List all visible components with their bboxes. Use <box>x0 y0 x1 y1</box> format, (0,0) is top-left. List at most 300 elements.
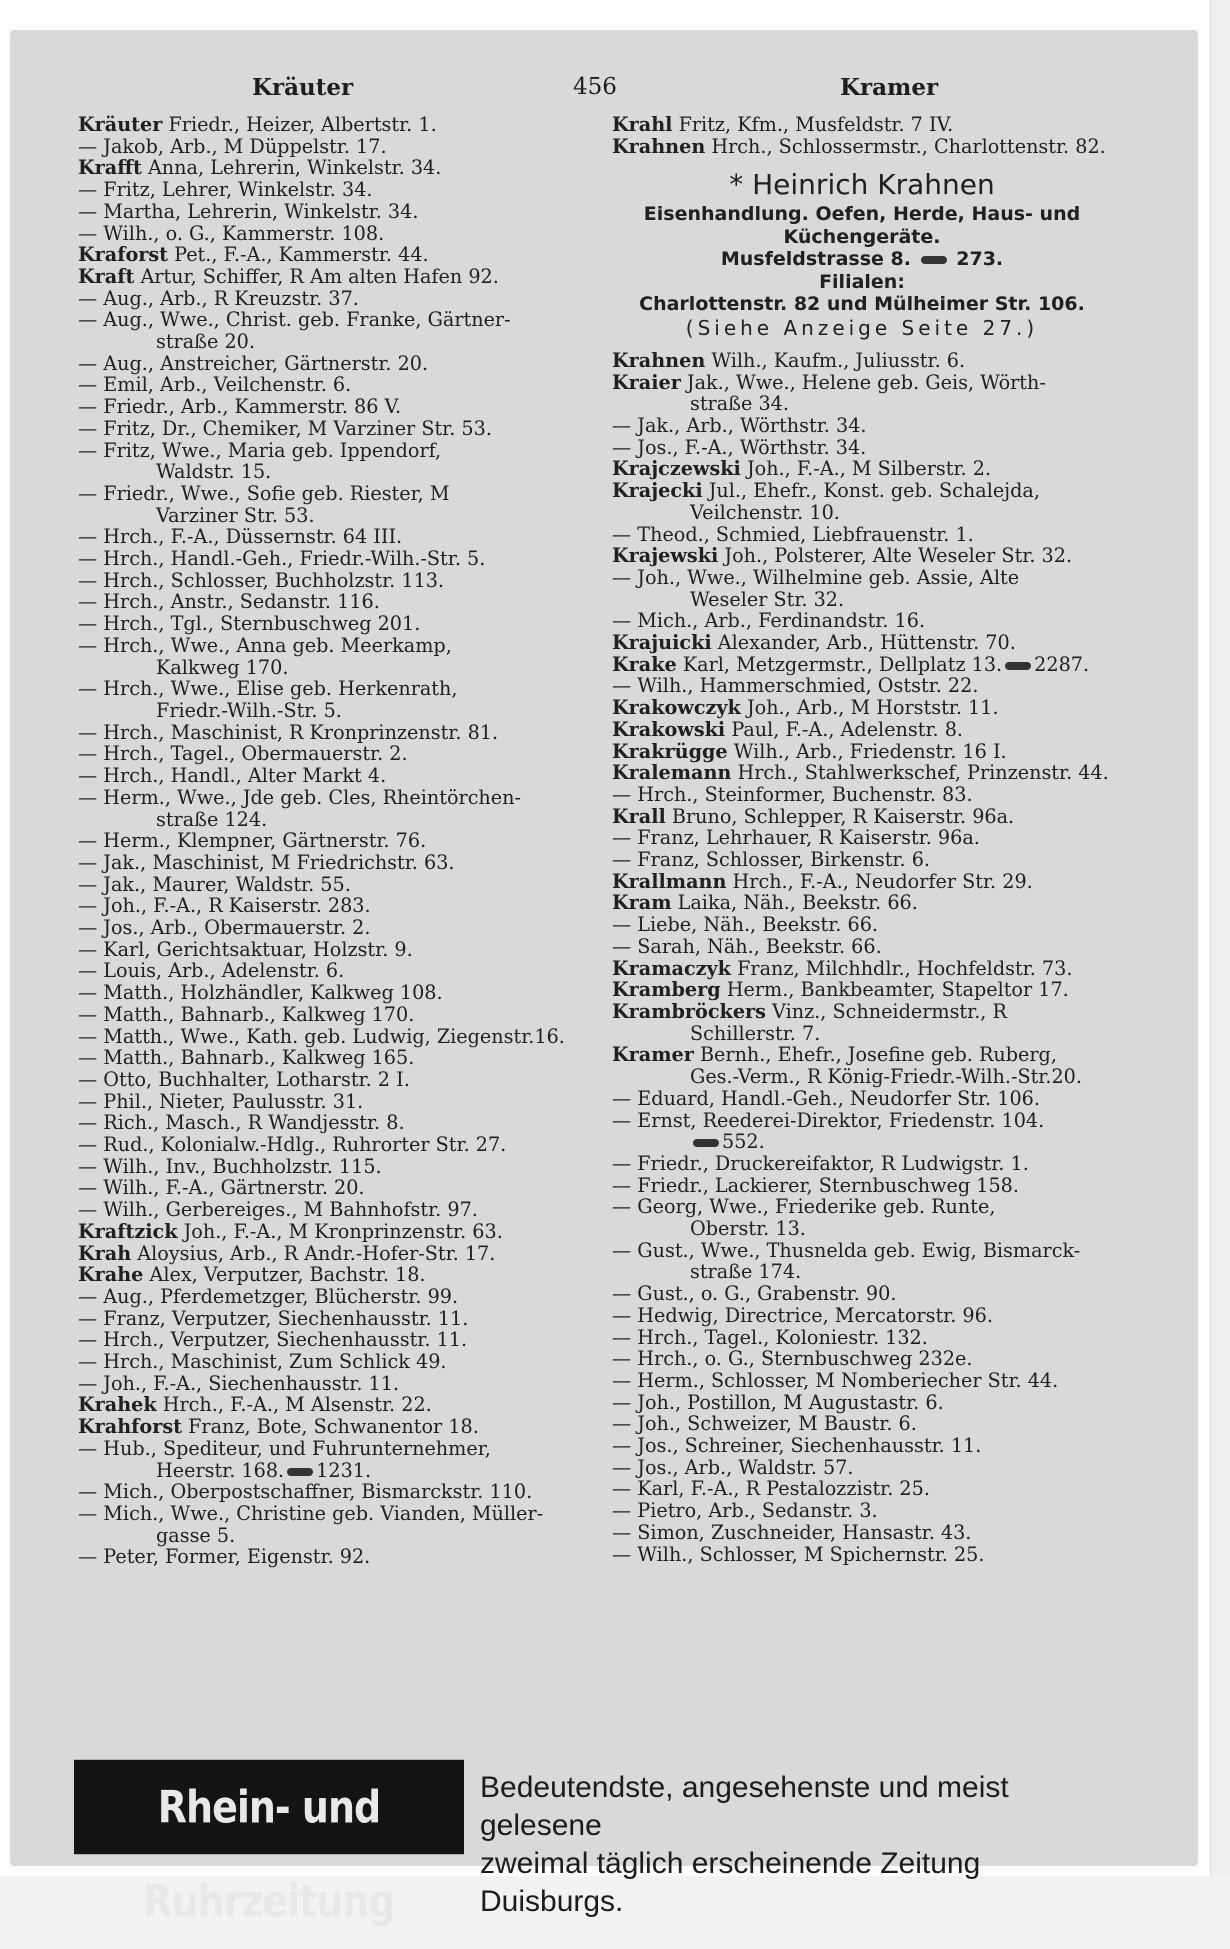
entry-text: — Matth., Bahnarb., Kalkweg 165. <box>78 1046 415 1070</box>
directory-entry <box>612 827 1112 849</box>
directory-entry <box>78 874 598 896</box>
entry-surname: Krake <box>612 652 677 676</box>
entry-continuation-text: straße 174. <box>690 1260 802 1284</box>
entry-surname: Krahe <box>78 1263 144 1287</box>
ad-phone-number: 273. <box>956 248 1004 271</box>
directory-entry <box>612 741 1112 763</box>
entry-continuation-text: Schillerstr. 7. <box>690 1021 821 1045</box>
entry-surname: Krajecki <box>612 479 703 503</box>
advertisement-krahnen <box>612 161 1112 340</box>
directory-entry <box>78 895 598 917</box>
entry-continuation <box>78 505 598 527</box>
entry-text: Jul., Ehefr., Konst. geb. Schalejda, <box>702 479 1040 503</box>
entry-surname: Krambröckers <box>612 1000 766 1023</box>
directory-entry <box>78 591 598 613</box>
directory-entry <box>612 136 1112 158</box>
directory-entry <box>78 939 598 961</box>
entry-text: — Karl, F.-A., R Pestalozzistr. 25. <box>612 1477 930 1501</box>
directory-entry <box>612 415 1112 437</box>
entry-surname: Krahl <box>612 113 673 136</box>
directory-entry <box>78 244 598 266</box>
directory-entry <box>78 266 598 288</box>
entry-text: Aloysius, Arb., R Andr.-Hofer-Str. 17. <box>131 1241 496 1265</box>
entry-surname: Krakowski <box>612 717 726 741</box>
directory-entry <box>78 179 598 201</box>
entry-continuation <box>612 393 1112 415</box>
entry-text: — Mich., Wwe., Christine geb. Vianden, Müller- <box>78 1502 544 1525</box>
directory-entry <box>78 374 598 396</box>
entry-text: — Aug., Arb., R Kreuzstr. 37. <box>78 286 359 310</box>
directory-entry <box>78 1112 598 1134</box>
entry-text: — Franz, Verputzer, Siechenhausstr. 11. <box>78 1306 469 1330</box>
entry-text: — Hrch., Wwe., Anna geb. Meerkamp, <box>78 633 452 657</box>
ad-line-5: Charlottenstr. 82 und Mülheimer Str. 106. <box>639 293 1085 316</box>
directory-entry <box>612 719 1112 741</box>
entry-continuation <box>612 1023 1112 1045</box>
directory-entry <box>612 1413 1112 1435</box>
entry-text: Karl, Metzgermstr., Dellplatz 13. <box>676 652 1003 676</box>
entry-continuation-text: Weseler Str. 32. <box>690 587 845 611</box>
entry-text: Alexander, Arb., Hüttenstr. 70. <box>711 631 1016 655</box>
entry-surname: Krah <box>78 1241 132 1265</box>
directory-entry <box>612 524 1112 546</box>
entry-text: Anna, Lehrerin, Winkelstr. 34. <box>141 156 442 180</box>
entry-text: Joh., Arb., M Horststr. 11. <box>740 696 999 720</box>
entry-text: Bernh., Ehefr., Josefine geb. Ruberg, <box>693 1043 1057 1067</box>
ad-line-2: Küchengeräte. <box>783 225 941 248</box>
directory-entry <box>78 787 598 809</box>
directory-entry <box>612 1522 1112 1544</box>
entry-text: — Jos., F.-A., Wörthstr. 34. <box>612 435 867 459</box>
entry-text: — Hub., Spediteur, und Fuhrunternehmer, <box>78 1436 491 1460</box>
directory-entry <box>612 1478 1112 1500</box>
entry-surname: Kralemann <box>612 761 732 785</box>
entry-text: — Joh., F.-A., Siechenhausstr. 11. <box>78 1371 400 1395</box>
directory-entry <box>612 1283 1112 1305</box>
directory-entry <box>78 722 598 744</box>
entry-text: — Wilh., Hammerschmied, Oststr. 22. <box>612 674 979 698</box>
right-column-top-entries <box>612 114 1112 157</box>
entry-surname: Krafft <box>78 156 142 180</box>
entry-text: — Hrch., Steinformer, Buchenstr. 83. <box>612 782 973 806</box>
entry-continuation <box>612 1066 1112 1088</box>
entry-text: — Emil, Arb., Veilchenstr. 6. <box>78 373 352 397</box>
directory-entry <box>612 1457 1112 1479</box>
entry-text: Hrch., Schlossermstr., Charlottenstr. 82. <box>705 134 1106 158</box>
directory-entry <box>612 545 1112 567</box>
entry-continuation <box>78 1525 598 1547</box>
ad-line-3 <box>612 248 1112 271</box>
directory-entry <box>78 1221 598 1243</box>
entry-text: — Peter, Former, Eigenstr. 92. <box>78 1545 371 1569</box>
right-column-entries <box>612 350 1112 1565</box>
directory-entry <box>612 1392 1112 1414</box>
entry-text: — Friedr., Lackierer, Sternbuschweg 158. <box>612 1173 1019 1197</box>
entry-text: — Pietro, Arb., Sedanstr. 3. <box>612 1499 878 1523</box>
newspaper-banner <box>62 1761 1120 1928</box>
entry-surname: Kramaczyk <box>612 956 731 980</box>
directory-entry <box>612 1175 1112 1197</box>
entry-continuation <box>612 502 1112 524</box>
entry-text: — Sarah, Näh., Beekstr. 66. <box>612 934 882 958</box>
directory-entry <box>78 852 598 874</box>
directory-entry <box>78 960 598 982</box>
directory-entry <box>78 1286 598 1308</box>
directory-entry <box>78 917 598 939</box>
entry-text: — Hrch., Maschinist, Zum Schlick 49. <box>78 1350 447 1374</box>
entry-text: — Wilh., Inv., Buchholzstr. 115. <box>78 1154 382 1178</box>
entry-text: — Jak., Maurer, Waldstr. 55. <box>78 872 351 896</box>
directory-entry <box>78 309 598 331</box>
entry-surname: Kramer <box>612 1043 694 1067</box>
entry-text: — Gust., o. G., Grabenstr. 90. <box>612 1282 897 1306</box>
entry-continuation <box>78 809 598 831</box>
ad-company-name: * Heinrich Krahnen <box>729 168 995 202</box>
entry-continuation <box>78 1460 598 1482</box>
directory-entry <box>612 632 1112 654</box>
entry-surname: Krakrügge <box>612 739 728 763</box>
directory-entry <box>78 1416 598 1438</box>
entry-continuation-text: Ges.-Verm., R König-Friedr.-Wilh.-Str.20. <box>690 1065 1082 1089</box>
directory-entry <box>612 1196 1112 1218</box>
entry-continuation-text: gasse 5. <box>156 1523 236 1547</box>
banner-text <box>480 1769 1120 1921</box>
entry-surname: Kraft <box>78 264 135 288</box>
directory-entry <box>612 350 1112 372</box>
entry-text: — Jakob, Arb., M Düppelstr. 17. <box>78 134 387 158</box>
entry-text: Paul, F.-A., Adelenstr. 8. <box>725 717 964 741</box>
page-number: 456 <box>573 74 617 100</box>
entry-text: — Matth., Bahnarb., Kalkweg 170. <box>78 1002 415 1026</box>
entry-text: — Wilh., o. G., Kammerstr. 108. <box>78 221 385 245</box>
entry-text: — Fritz, Lehrer, Winkelstr. 34. <box>78 178 373 202</box>
directory-entry <box>78 1047 598 1069</box>
directory-entry <box>612 437 1112 459</box>
directory-entry <box>78 1156 598 1178</box>
entry-surname: Krakowczyk <box>612 696 741 720</box>
directory-entry <box>78 570 598 592</box>
running-head-left: Kräuter <box>252 74 354 101</box>
banner-logo: Rhein- und Ruhrzeitung <box>74 1760 464 1854</box>
scan-edge <box>1210 0 1230 1876</box>
entry-text: Jak., Wwe., Helene geb. Geis, Wörth- <box>680 370 1046 394</box>
entry-surname: Krajewski <box>612 544 719 568</box>
entry-text: Hrch., Stahlwerkschef, Prinzenstr. 44. <box>731 761 1109 785</box>
directory-entry <box>78 1481 598 1503</box>
directory-entry <box>612 480 1112 502</box>
entry-surname: Krajczewski <box>612 457 741 481</box>
directory-entry <box>612 892 1112 914</box>
directory-entry <box>78 1091 598 1113</box>
directory-entry <box>78 1351 598 1373</box>
directory-entry <box>78 1026 598 1048</box>
telephone-icon <box>921 256 947 264</box>
directory-entry <box>612 1370 1112 1392</box>
directory-entry <box>612 675 1112 697</box>
entry-text: — Georg, Wwe., Friederike geb. Runte, <box>612 1195 996 1219</box>
directory-entry <box>612 1088 1112 1110</box>
entry-phone: 2287. <box>1034 652 1090 676</box>
entry-continuation-text: straße 124. <box>156 807 268 831</box>
entry-text: — Jos., Arb., Obermauerstr. 2. <box>78 916 371 940</box>
ad-line-4: Filialen: <box>819 270 905 293</box>
entry-text: Wilh., Kaufm., Juliusstr. 6. <box>705 348 966 372</box>
entry-text: — Fritz, Wwe., Maria geb. Ippendorf, <box>78 438 442 462</box>
entry-text: — Friedr., Wwe., Sofie geb. Riester, M <box>78 481 450 505</box>
entry-text: — Hrch., Wwe., Elise geb. Herkenrath, <box>78 677 458 701</box>
entry-text: — Liebe, Näh., Beekstr. 66. <box>612 913 879 937</box>
entry-text: — Matth., Wwe., Kath. geb. Ludwig, Ziegenstr.16. <box>78 1024 565 1048</box>
entry-text: — Hrch., Anstr., Sedanstr. 116. <box>78 590 380 614</box>
entry-continuation <box>78 331 598 353</box>
entry-text: — Rich., Masch., R Wandjesstr. 8. <box>78 1111 405 1135</box>
entry-surname: Krahnen <box>612 134 706 158</box>
entry-continuation-text: Veilchenstr. 10. <box>690 500 840 524</box>
directory-entry <box>612 1348 1112 1370</box>
entry-text: — Louis, Arb., Adelenstr. 6. <box>78 959 345 983</box>
entry-continuation-text: Varziner Str. 53. <box>156 503 315 527</box>
entry-text: — Hrch., F.-A., Düssernstr. 64 III. <box>78 525 403 549</box>
entry-text: Franz, Milchhdlr., Hochfeldstr. 73. <box>730 956 1073 980</box>
entry-text: — Hrch., Verputzer, Siechenhausstr. 11. <box>78 1328 468 1352</box>
directory-entry <box>612 762 1112 784</box>
entry-text: — Martha, Lehrerin, Winkelstr. 34. <box>78 199 419 223</box>
entry-text: — Herm., Schlosser, M Nomberiecher Str. 44. <box>612 1368 1059 1392</box>
directory-entry <box>612 871 1112 893</box>
directory-entry <box>78 830 598 852</box>
entry-text: — Wilh., Gerbereiges., M Bahnhofstr. 97. <box>78 1198 478 1222</box>
banner-line-1: Bedeutendste, angesehenste und meist gelesene <box>480 1771 1009 1842</box>
directory-entry <box>78 678 598 700</box>
directory-entry <box>612 1044 1112 1066</box>
entry-text: — Hrch., o. G., Sternbuschweg 232e. <box>612 1347 973 1371</box>
directory-entry <box>612 458 1112 480</box>
directory-entry <box>612 784 1112 806</box>
directory-entry <box>78 1069 598 1091</box>
directory-entry <box>78 353 598 375</box>
directory-entry <box>612 1500 1112 1522</box>
entry-text: — Aug., Pferdemetzger, Blücherstr. 99. <box>78 1284 459 1308</box>
entry-text: — Joh., Schweizer, M Baustr. 6. <box>612 1412 917 1436</box>
ad-address: Musfeldstrasse 8. <box>720 248 911 271</box>
entry-text: Laika, Näh., Beekstr. 66. <box>671 891 918 915</box>
entry-surname: Kram <box>612 891 672 915</box>
entry-text: — Jos., Arb., Waldstr. 57. <box>612 1455 854 1479</box>
entry-surname: Kramberg <box>612 978 721 1002</box>
entry-text: Alex, Verputzer, Bachstr. 18. <box>143 1263 426 1287</box>
directory-entry <box>78 483 598 505</box>
entry-text: — Fritz, Dr., Chemiker, M Varziner Str. 53. <box>78 416 492 440</box>
entry-continuation-text: Heerstr. 168. <box>156 1458 285 1482</box>
telephone-icon <box>1005 662 1031 670</box>
entry-text: Joh., F.-A., M Kronprinzenstr. 63. <box>177 1219 503 1243</box>
entry-surname: Kraier <box>612 370 681 394</box>
directory-entry <box>78 1199 598 1221</box>
entry-text: Hrch., F.-A., M Alsenstr. 22. <box>156 1393 432 1417</box>
telephone-icon <box>287 1468 313 1476</box>
entry-text: — Jak., Arb., Wörthstr. 34. <box>612 414 867 438</box>
entry-text: — Hrch., Tagel., Obermauerstr. 2. <box>78 742 408 766</box>
directory-entry <box>612 697 1112 719</box>
entry-text: Wilh., Arb., Friedenstr. 16 I. <box>727 739 1007 763</box>
telephone-icon <box>693 1139 719 1147</box>
directory-entry <box>78 548 598 570</box>
entry-text: Hrch., F.-A., Neudorfer Str. 29. <box>726 869 1033 893</box>
entry-surname: Krahek <box>78 1393 157 1417</box>
directory-entry <box>78 1243 598 1265</box>
entry-surname: Kraftzick <box>78 1219 178 1243</box>
entry-text: — Joh., Postillon, M Augustastr. 6. <box>612 1390 944 1414</box>
entry-text: — Friedr., Druckereifaktor, R Ludwigstr. 1. <box>612 1151 1029 1175</box>
directory-entry <box>78 1134 598 1156</box>
directory-entry <box>78 1394 598 1416</box>
entry-text: — Jak., Maschinist, M Friedrichstr. 63. <box>78 850 455 874</box>
entry-text: — Hrch., Tagel., Koloniestr. 132. <box>612 1325 928 1349</box>
entry-text: — Theod., Schmied, Liebfrauenstr. 1. <box>612 522 974 546</box>
entry-text: — Friedr., Arb., Kammerstr. 86 V. <box>78 395 402 419</box>
directory-entry <box>78 201 598 223</box>
entry-text: Fritz, Kfm., Musfeldstr. 7 IV. <box>672 113 954 136</box>
directory-entry <box>612 1110 1112 1132</box>
entry-continuation-text: straße 34. <box>690 392 789 416</box>
entry-text: — Franz, Lehrhauer, R Kaiserstr. 96a. <box>612 826 980 850</box>
entry-surname: Krahnen <box>612 348 706 372</box>
entry-text: — Joh., Wwe., Wilhelmine geb. Assie, Alte <box>612 565 1020 589</box>
directory-entry <box>78 1438 598 1460</box>
directory-entry <box>78 1004 598 1026</box>
directory-entry <box>78 157 598 179</box>
entry-continuation-text: Oberstr. 13. <box>690 1217 806 1241</box>
entry-text: Bruno, Schlepper, R Kaiserstr. 96a. <box>665 804 1015 828</box>
entry-text: Artur, Schiffer, R Am alten Hafen 92. <box>134 264 499 288</box>
entry-continuation <box>612 1261 1112 1283</box>
entry-text: — Jos., Schreiner, Siechenhausstr. 11. <box>612 1434 982 1458</box>
directory-entry <box>612 936 1112 958</box>
ad-line-6: (Siehe Anzeige Seite 27.) <box>685 315 1039 340</box>
directory-entry <box>78 1264 598 1286</box>
entry-surname: Krajuicki <box>612 631 712 655</box>
directory-entry <box>78 418 598 440</box>
entry-text: — Rud., Kolonialw.-Hdlg., Ruhrorter Str. 27. <box>78 1133 507 1157</box>
left-column <box>78 114 598 1568</box>
entry-continuation-text: Waldstr. 15. <box>156 460 272 484</box>
entry-surname: Krahforst <box>78 1415 182 1439</box>
directory-entry <box>78 1177 598 1199</box>
directory-entry <box>612 1001 1112 1023</box>
entry-text: Herm., Bankbeamter, Stapeltor 17. <box>720 978 1069 1002</box>
directory-entry <box>78 136 598 158</box>
directory-entry <box>612 654 1112 676</box>
entry-text: — Hrch., Handl., Alter Markt 4. <box>78 764 387 788</box>
directory-entry <box>78 765 598 787</box>
directory-entry <box>78 613 598 635</box>
directory-entry <box>612 849 1112 871</box>
directory-entry <box>612 958 1112 980</box>
entry-text: Friedr., Heizer, Albertstr. 1. <box>162 113 437 136</box>
entry-text: — Hrch., Handl.-Geh., Friedr.-Wilh.-Str. 5. <box>78 547 486 571</box>
entry-text: — Hrch., Maschinist, R Kronprinzenstr. 81. <box>78 720 499 744</box>
banner-line-2: zweimal täglich erscheinende Zeitung Duisburgs. <box>480 1847 981 1918</box>
entry-text: — Otto, Buchhalter, Lotharstr. 2 I. <box>78 1067 410 1091</box>
entry-text: — Matth., Holzhändler, Kalkweg 108. <box>78 981 443 1005</box>
directory-entry <box>612 610 1112 632</box>
entry-phone: 1231. <box>316 1458 372 1482</box>
entry-continuation <box>612 589 1112 611</box>
entry-text: Franz, Bote, Schwanentor 18. <box>182 1415 479 1439</box>
entry-text: Pet., F.-A., Kammerstr. 44. <box>168 243 429 267</box>
entry-text: — Mich., Arb., Ferdinandstr. 16. <box>612 609 926 633</box>
directory-entry <box>612 1435 1112 1457</box>
directory-entry <box>78 223 598 245</box>
directory-entry <box>78 396 598 418</box>
directory-entry <box>78 1373 598 1395</box>
entry-text: — Hrch., Tgl., Sternbuschweg 201. <box>78 612 421 636</box>
entry-surname: Kräuter <box>78 113 163 136</box>
entry-phone: 552. <box>722 1130 765 1154</box>
directory-entry <box>612 1153 1112 1175</box>
entry-continuation <box>78 461 598 483</box>
directory-entry <box>612 979 1112 1001</box>
entry-text: — Joh., F.-A., R Kaiserstr. 283. <box>78 894 371 918</box>
entry-text: — Hedwig, Directrice, Mercatorstr. 96. <box>612 1303 993 1327</box>
running-head-right: Kramer <box>840 74 939 101</box>
directory-entry <box>78 635 598 657</box>
directory-entry <box>78 1503 598 1525</box>
entry-text: — Phil., Nieter, Paulusstr. 31. <box>78 1089 364 1113</box>
directory-entry <box>612 1327 1112 1349</box>
directory-entry <box>78 1546 598 1568</box>
entry-continuation <box>78 700 598 722</box>
entry-continuation-text: straße 20. <box>156 330 255 354</box>
right-column <box>612 114 1112 1565</box>
ad-line-1: Eisenhandlung. Oefen, Herde, Haus- und <box>643 203 1081 226</box>
directory-entry <box>612 372 1112 394</box>
directory-entry <box>612 1544 1112 1566</box>
entry-surname: Krallmann <box>612 869 727 893</box>
entry-text: — Gust., Wwe., Thusnelda geb. Ewig, Bismarck- <box>612 1238 1081 1262</box>
entry-text: Vinz., Schneidermstr., R <box>765 1000 1007 1023</box>
entry-text: — Aug., Wwe., Christ. geb. Franke, Gärtner- <box>78 308 511 332</box>
entry-text: — Karl, Gerichtsaktuar, Holzstr. 9. <box>78 937 413 961</box>
entry-phone-line <box>612 1131 1112 1153</box>
entry-text: — Eduard, Handl.-Geh., Neudorfer Str. 106. <box>612 1086 1040 1110</box>
entry-text: — Hrch., Schlosser, Buchholzstr. 113. <box>78 568 445 592</box>
directory-entry <box>78 114 598 136</box>
directory-entry <box>612 1240 1112 1262</box>
entry-text: — Simon, Zuschneider, Hansastr. 43. <box>612 1520 972 1544</box>
entry-continuation-text: Friedr.-Wilh.-Str. 5. <box>156 698 342 722</box>
directory-entry <box>612 914 1112 936</box>
entry-surname: Kraforst <box>78 243 169 267</box>
entry-surname: Krall <box>612 804 666 828</box>
entry-continuation-text: Kalkweg 170. <box>156 655 289 679</box>
directory-entry <box>612 806 1112 828</box>
directory-entry <box>78 1329 598 1351</box>
entry-continuation <box>612 1218 1112 1240</box>
directory-entry <box>612 567 1112 589</box>
entry-text: — Herm., Klempner, Gärtnerstr. 76. <box>78 829 427 853</box>
entry-text: — Wilh., Schlosser, M Spichernstr. 25. <box>612 1542 985 1566</box>
directory-entry <box>612 1305 1112 1327</box>
directory-entry <box>78 982 598 1004</box>
entry-text: — Franz, Schlosser, Birkenstr. 6. <box>612 848 930 872</box>
entry-text: — Aug., Anstreicher, Gärtnerstr. 20. <box>78 351 429 375</box>
entry-continuation <box>78 657 598 679</box>
directory-entry <box>78 288 598 310</box>
directory-entry <box>78 526 598 548</box>
directory-entry <box>78 1308 598 1330</box>
directory-entry <box>78 743 598 765</box>
